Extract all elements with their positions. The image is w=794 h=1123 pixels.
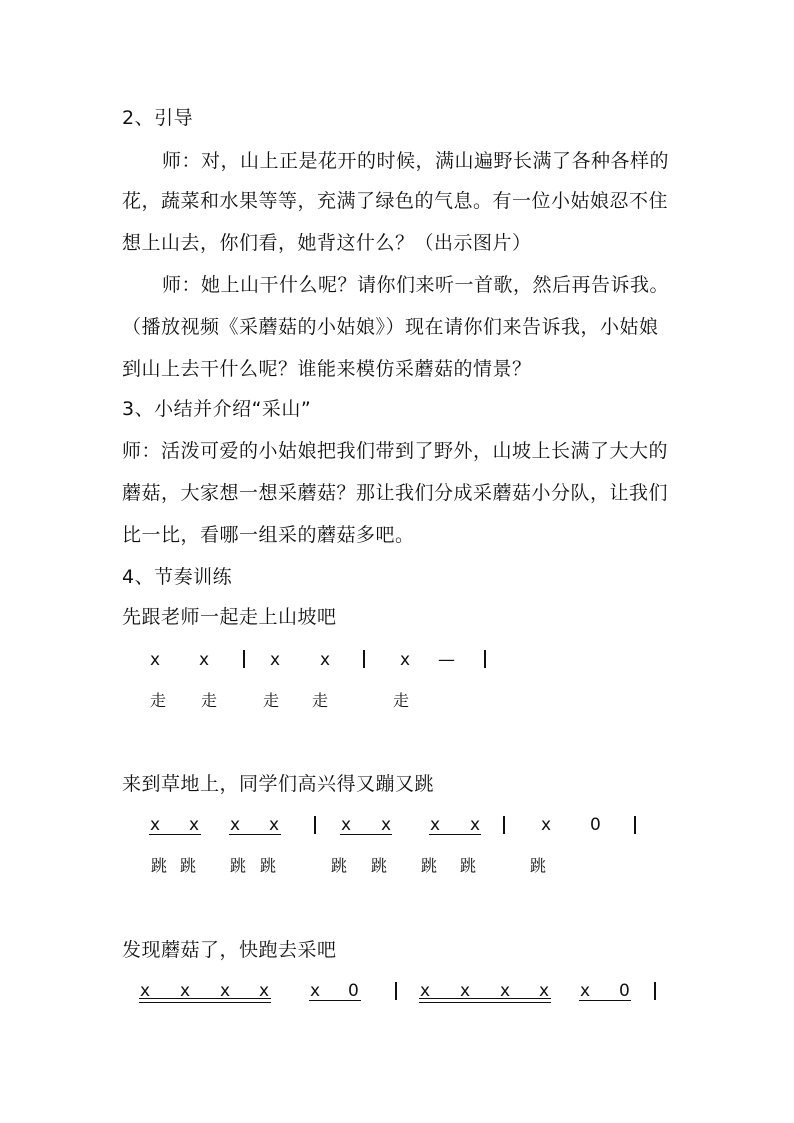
rhythm-note: x [230, 815, 241, 835]
paragraph-line: 花，蔬菜和水果等等，充满了绿色的气息。有一位小姑娘忍不住 [122, 190, 669, 212]
exercise-2-intro: 来到草地上，同学们高兴得又蹦又跳 [122, 773, 435, 795]
rhythm-note: x [539, 981, 550, 1001]
lyric: 跳 [260, 856, 277, 875]
rhythm-rest: 0 [348, 981, 359, 1001]
rhythm-note: x [269, 815, 280, 835]
rhythm-note: x [460, 981, 471, 1001]
bar-line [363, 650, 365, 668]
section-3-heading: 3、小结并介绍“采山” [122, 398, 312, 420]
lyric: 跳 [151, 856, 168, 875]
paragraph-line: 到山上去干什么呢？谁能来模仿采蘑菇的情景？ [122, 358, 532, 380]
lyric: 跳 [530, 856, 547, 875]
paragraph-line: （播放视频《采蘑菇的小姑娘》）现在请你们来告诉我，小姑娘 [122, 316, 659, 338]
rhythm-note: x [140, 981, 151, 1001]
paragraph-line: 蘑菇，大家想一想采蘑菇？那让我们分成采蘑菇小分队，让我们 [122, 482, 669, 504]
sixteenth-note-beam [139, 1002, 271, 1003]
bar-line [634, 816, 636, 834]
rhythm-note: x [341, 815, 352, 835]
section-4-heading: 4、节奏训练 [122, 566, 233, 588]
bar-line [654, 982, 656, 1000]
rhythm-note: x [420, 981, 431, 1001]
exercise-3-intro: 发现蘑菇了，快跑去采吧 [122, 939, 337, 961]
rhythm-note: x [310, 981, 321, 1001]
paragraph-line: 师：她上山干什么呢？请你们来听一首歌，然后再告诉我。 [162, 274, 670, 296]
rhythm-note: x [541, 815, 552, 835]
lyric: 跳 [421, 856, 438, 875]
exercise-1-intro: 先跟老师一起走上山坡吧 [122, 606, 337, 628]
lyric: 跳 [230, 856, 247, 875]
rhythm-rest: 0 [619, 981, 630, 1001]
lyric: 跳 [180, 856, 197, 875]
lyric: 走 [150, 691, 167, 710]
rhythm-dash: — [438, 650, 455, 670]
lyric: 跳 [371, 856, 388, 875]
lyric: 走 [201, 691, 218, 710]
rhythm-note: x [430, 815, 441, 835]
lyric: 走 [393, 691, 410, 710]
rhythm-note: x [500, 981, 511, 1001]
paragraph-line: 师：对，山上正是花开的时候，满山遍野长满了各种各样的 [162, 150, 670, 172]
rhythm-rest: 0 [590, 815, 601, 835]
rhythm-note: x [381, 815, 392, 835]
bar-line [484, 650, 486, 668]
rhythm-note: x [199, 650, 210, 670]
paragraph-line: 师：活泼可爱的小姑娘把我们带到了野外，山坡上长满了大大的 [122, 440, 669, 462]
rhythm-note: x [150, 815, 161, 835]
rhythm-note: x [320, 650, 331, 670]
rhythm-note: x [270, 650, 281, 670]
eighth-note-beam [429, 834, 481, 835]
bar-line [503, 816, 505, 834]
rhythm-note: x [220, 981, 231, 1001]
paragraph-line: 想上山去，你们看，她背这什么？（出示图片） [122, 232, 532, 254]
rhythm-note: x [150, 650, 161, 670]
lyric: 跳 [460, 856, 477, 875]
lyric: 跳 [331, 856, 348, 875]
lyric: 走 [263, 691, 280, 710]
sixteenth-note-beam [419, 1002, 551, 1003]
sixteenth-note-beam [419, 998, 551, 999]
rhythm-note: x [400, 650, 411, 670]
eighth-note-beam [309, 1000, 361, 1001]
eighth-note-beam [340, 834, 392, 835]
eighth-note-beam [229, 834, 281, 835]
sixteenth-note-beam [139, 998, 271, 999]
eighth-note-beam [579, 1000, 631, 1001]
rhythm-note: x [180, 981, 191, 1001]
bar-line [314, 816, 316, 834]
bar-line [243, 650, 245, 668]
section-2-heading: 2、引导 [122, 107, 194, 129]
eighth-note-beam [149, 834, 201, 835]
rhythm-note: x [189, 815, 200, 835]
lyric: 走 [312, 691, 329, 710]
rhythm-note: x [259, 981, 270, 1001]
paragraph-line: 比一比，看哪一组采的蘑菇多吧。 [122, 524, 415, 546]
rhythm-note: x [580, 981, 591, 1001]
rhythm-note: x [470, 815, 481, 835]
bar-line [395, 982, 397, 1000]
